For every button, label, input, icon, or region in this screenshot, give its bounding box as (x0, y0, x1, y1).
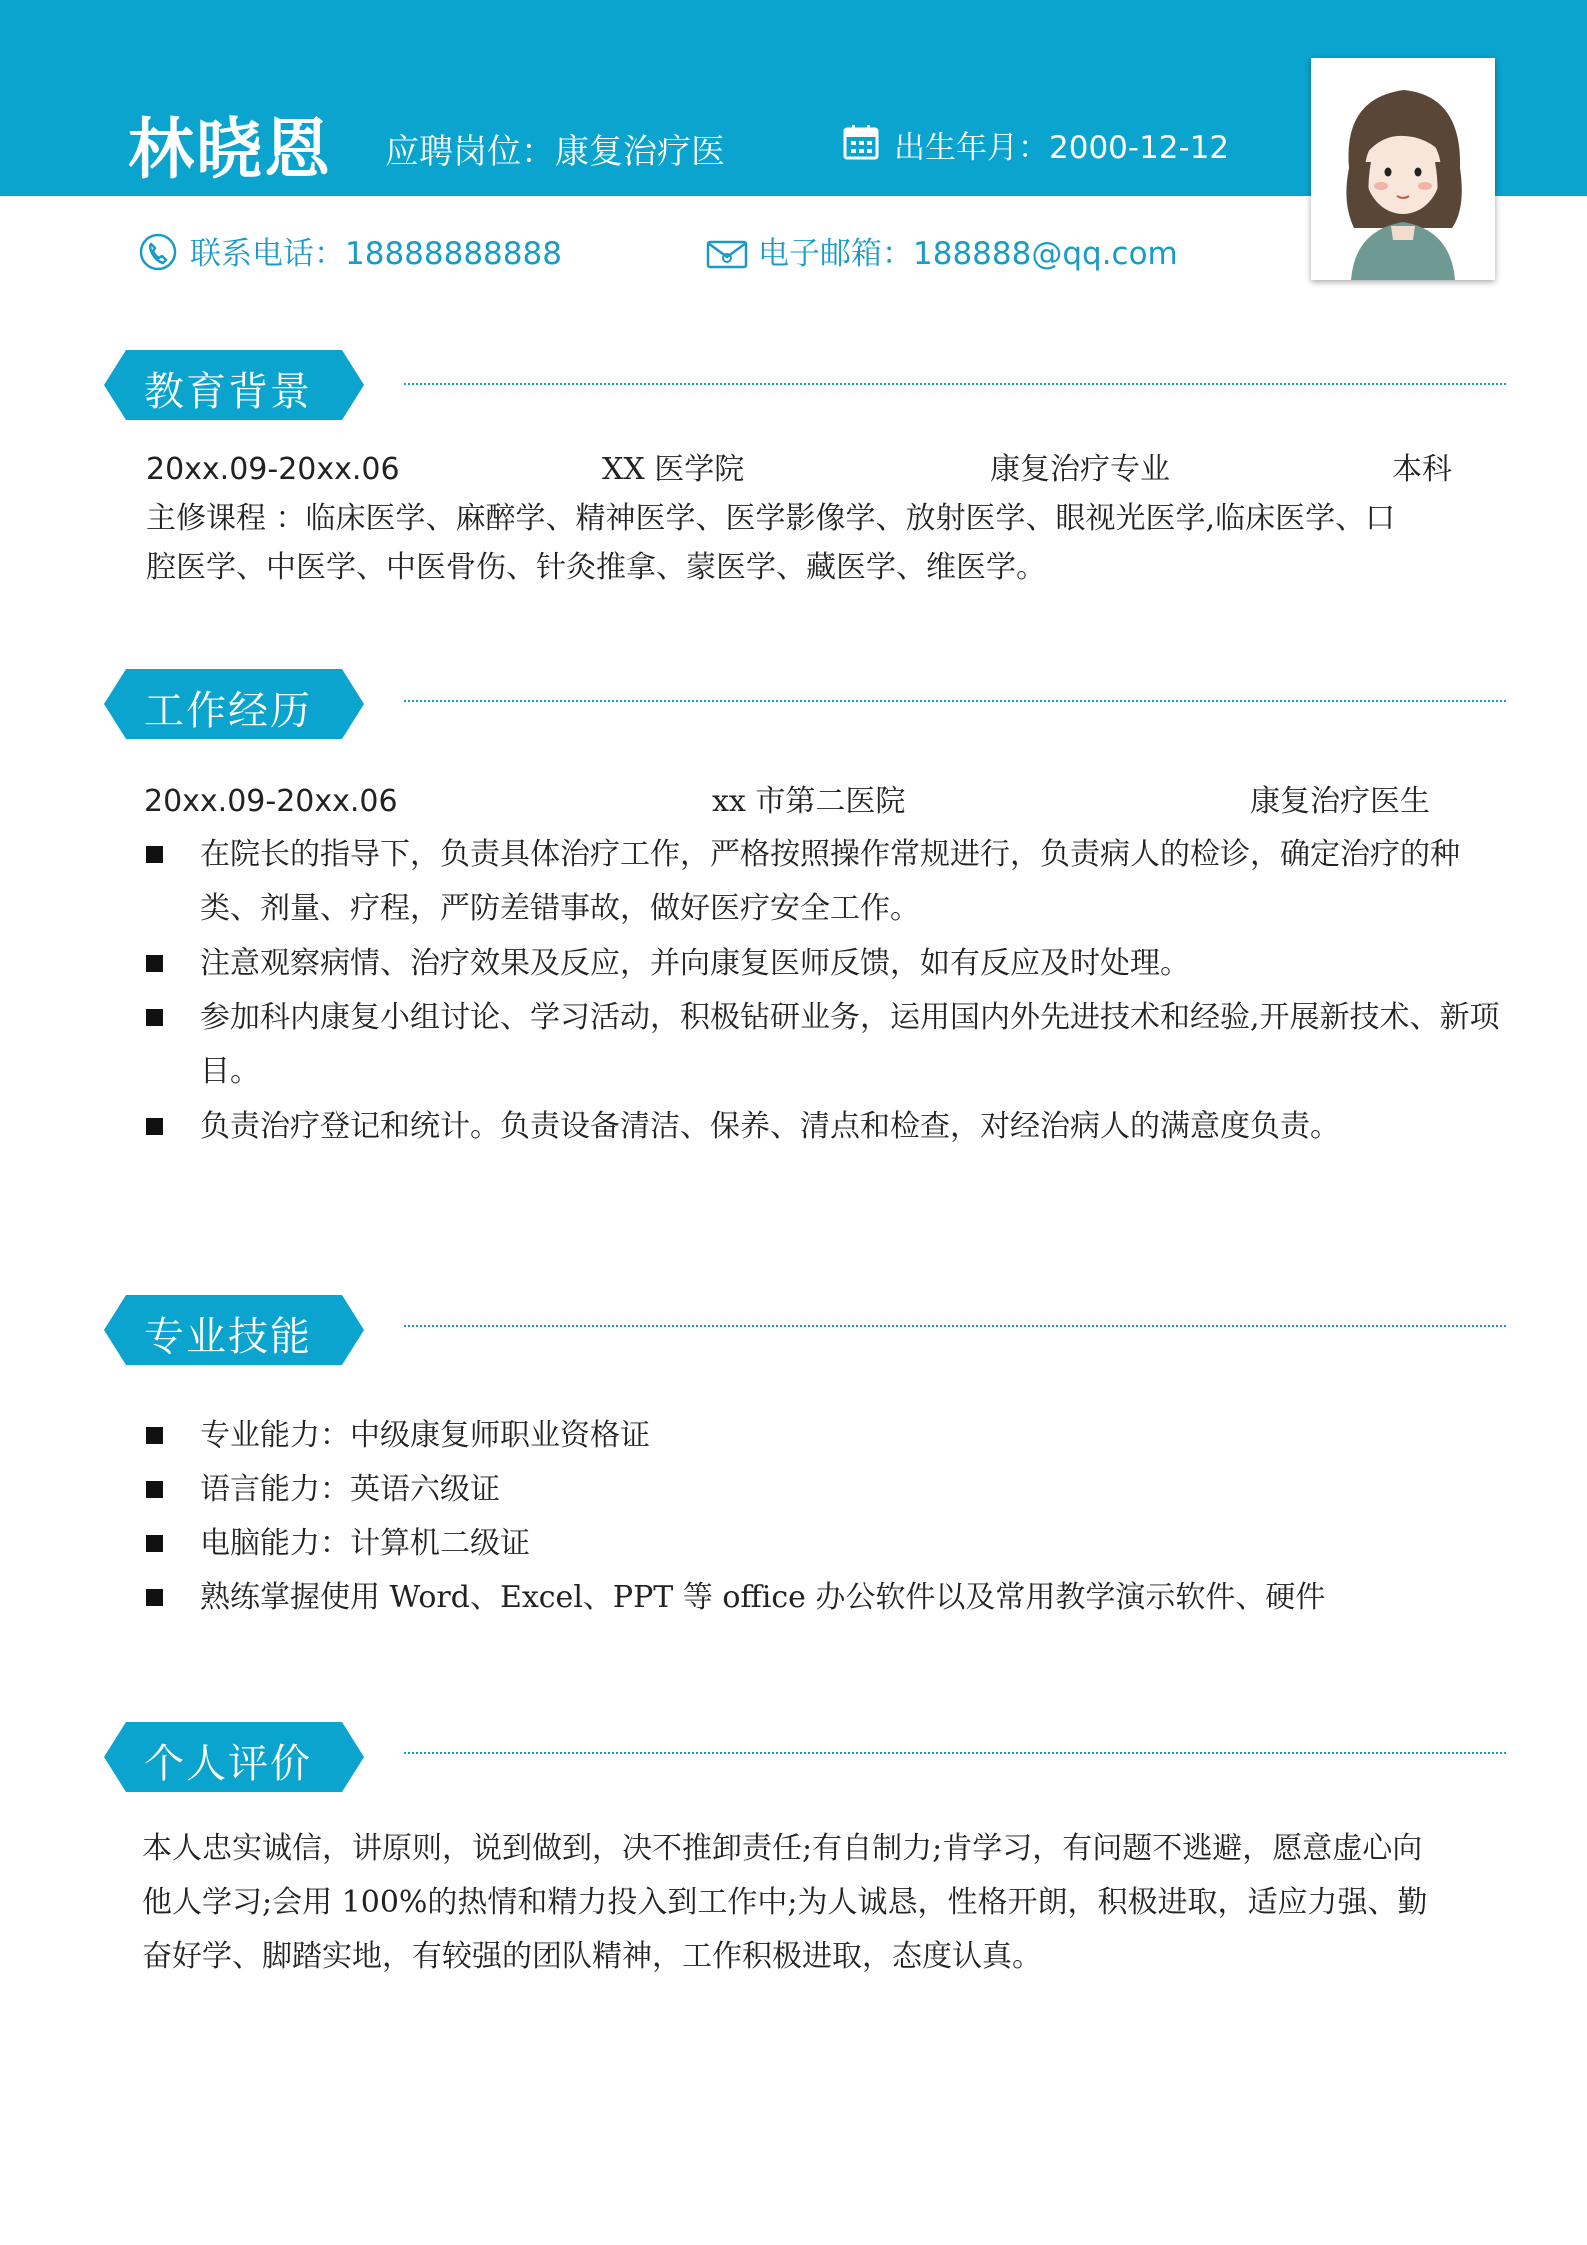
list-item (146, 828, 1506, 936)
bullet-icon (146, 846, 163, 863)
skill-item: 电脑能力：计算机二级证 (200, 1526, 530, 1561)
bullet-icon (146, 1118, 163, 1135)
education-school: XX 医学院 (602, 452, 745, 487)
education-period: 20xx.09-20xx.06 (146, 452, 400, 487)
email-address: 电子邮箱：188888@qq.com (758, 236, 1178, 272)
section-divider (404, 700, 1506, 702)
section-divider (404, 1752, 1506, 1754)
education-courses: 主修课程 ：临床医学、麻醉学、精神医学、医学影像学、放射医学、眼视光医学,临床医学、口 (146, 501, 1396, 536)
list-item (146, 937, 1506, 991)
work-duty: 在院长的指导下，负责具体治疗工作，严格按照操作常规进行，负责病人的检诊，确定治疗的种类、剂量、疗程，严防差错事故，做好医疗安全工作。 (200, 837, 1460, 926)
phone-icon (138, 232, 178, 272)
education-degree: 本科 (1392, 452, 1452, 487)
section-header-evaluation (104, 1722, 364, 1792)
bullet-icon (146, 1481, 163, 1498)
section-divider (404, 1325, 1506, 1327)
list-item (146, 1409, 1506, 1463)
bullet-icon (146, 1589, 163, 1606)
bullet-icon (146, 1427, 163, 1444)
section-header-skills (104, 1295, 364, 1365)
work-position: 康复治疗医生 (1250, 784, 1430, 819)
section-divider (404, 383, 1506, 385)
evaluation-text: 他人学习;会用 100%的热情和精力投入到工作中;为人诚恳，性格开朗，积极进取，适应力强、勤 (142, 1885, 1428, 1920)
bullet-icon (146, 1535, 163, 1552)
section-header-work (104, 669, 364, 739)
section-title: 教育背景 (144, 369, 312, 415)
work-period: 20xx.09-20xx.06 (144, 784, 398, 819)
evaluation-text: 本人忠实诚信，讲原则，说到做到，决不推卸责任;有自制力;肯学习，有问题不逃避，愿意虚心向 (142, 1831, 1423, 1866)
work-duty: 负责治疗登记和统计。负责设备清洁、保养、清点和检查，对经治病人的满意度负责。 (200, 1109, 1340, 1144)
skill-item: 熟练掌握使用 Word、Excel、PPT 等 office 办公软件以及常用教学演示软件、硬件 (200, 1580, 1326, 1615)
mail-icon (706, 238, 748, 270)
list-item (146, 991, 1506, 1099)
section-title: 专业技能 (144, 1314, 312, 1360)
list-item (146, 1100, 1506, 1154)
work-duty: 参加科内康复小组讨论、学习活动，积极钻研业务，运用国内外先进技术和经验,开展新技术、新项目。 (200, 1000, 1500, 1089)
list-item (146, 1463, 1506, 1517)
birth-date: 出生年月：2000-12-12 (894, 130, 1230, 166)
list-item (146, 1517, 1506, 1571)
section-title: 个人评价 (144, 1741, 312, 1787)
education-major: 康复治疗专业 (990, 452, 1170, 487)
avatar-illustration (1311, 58, 1495, 280)
calendar-icon (843, 124, 879, 160)
evaluation-text: 奋好学、脚踏实地，有较强的团队精神，工作积极进取，态度认真。 (142, 1939, 1042, 1974)
bullet-icon (146, 1009, 163, 1026)
list-item (146, 1571, 1506, 1625)
phone-number: 联系电话：18888888888 (190, 236, 562, 272)
job-position: 应聘岗位：康复治疗医 (385, 132, 725, 172)
work-duty: 注意观察病情、治疗效果及反应，并向康复医师反馈，如有反应及时处理。 (200, 946, 1190, 981)
section-header-education (104, 350, 364, 420)
section-title: 工作经历 (144, 688, 312, 734)
work-company: xx 市第二医院 (712, 784, 906, 819)
profile-photo (1311, 58, 1495, 280)
skill-item: 专业能力：中级康复师职业资格证 (200, 1418, 650, 1453)
education-courses: 腔医学、中医学、中医骨伤、针灸推拿、蒙医学、藏医学、维医学。 (146, 550, 1046, 585)
skill-item: 语言能力：英语六级证 (200, 1472, 500, 1507)
applicant-name: 林晓恩 (128, 111, 332, 188)
bullet-icon (146, 955, 163, 972)
